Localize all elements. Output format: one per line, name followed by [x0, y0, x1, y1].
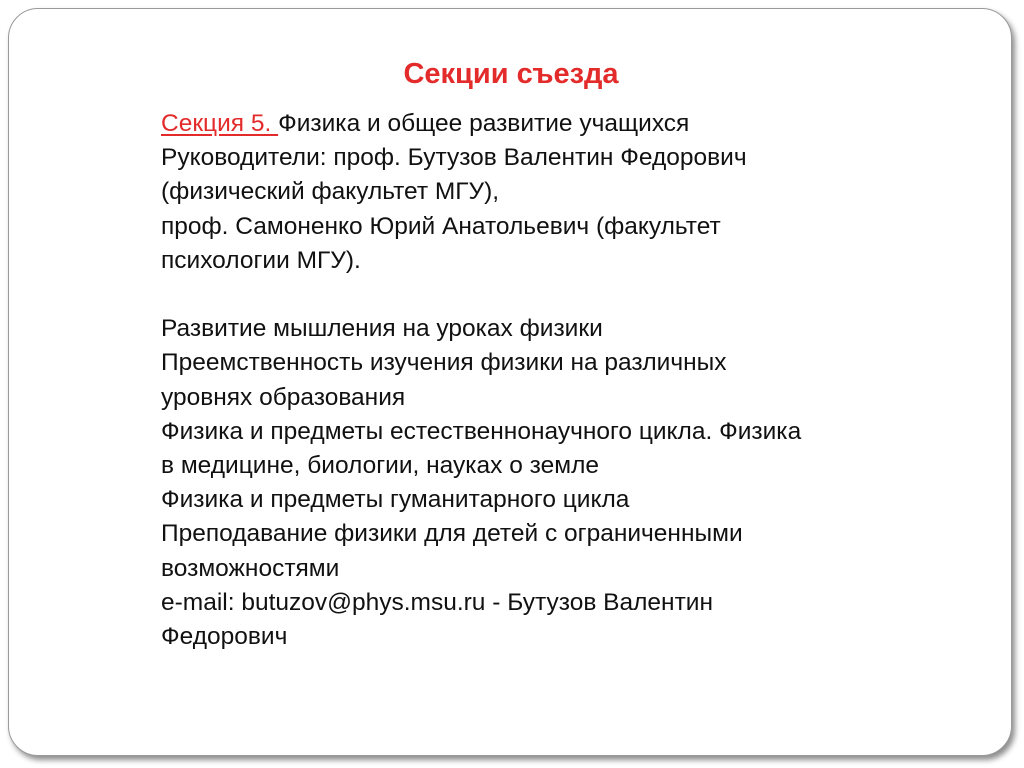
section-heading — [161, 107, 921, 141]
topic-line: уровнях образования — [161, 383, 406, 411]
section-label: Секция 5. — [161, 110, 279, 137]
section-name: Физика и общее развитие учащихся — [278, 110, 690, 137]
topic-line: Развитие мышления на уроках физики — [161, 315, 603, 343]
topic-line: в медицине, биологии, науках о земле — [161, 452, 599, 480]
leaders-line: (физический факультет МГУ), — [161, 178, 500, 206]
topic-line: возможностями — [161, 554, 340, 582]
leaders-line: психологии МГУ). — [161, 246, 361, 274]
leaders-line: проф. Самоненко Юрий Анатольевич (факультет — [161, 212, 721, 240]
leaders-line: Руководители: проф. Бутузов Валентин Федорович — [161, 144, 747, 172]
topic-line: Физика и предметы гуманитарного цикла — [161, 486, 630, 514]
slide-title: Секции съезда — [403, 58, 619, 90]
slide-frame — [8, 8, 1012, 756]
spacer — [161, 278, 921, 312]
slide-body — [161, 107, 921, 654]
contact-line: Федорович — [161, 623, 288, 651]
topic-line: Преподавание физики для детей с ограниченными — [161, 520, 743, 548]
contact-line: e-mail: butuzov@phys.msu.ru - Бутузов Валентин — [161, 588, 714, 616]
topic-line: Физика и предметы естественнонаучного цикла. Физика — [161, 417, 802, 445]
topic-line: Преемственность изучения физики на различных — [161, 349, 727, 377]
